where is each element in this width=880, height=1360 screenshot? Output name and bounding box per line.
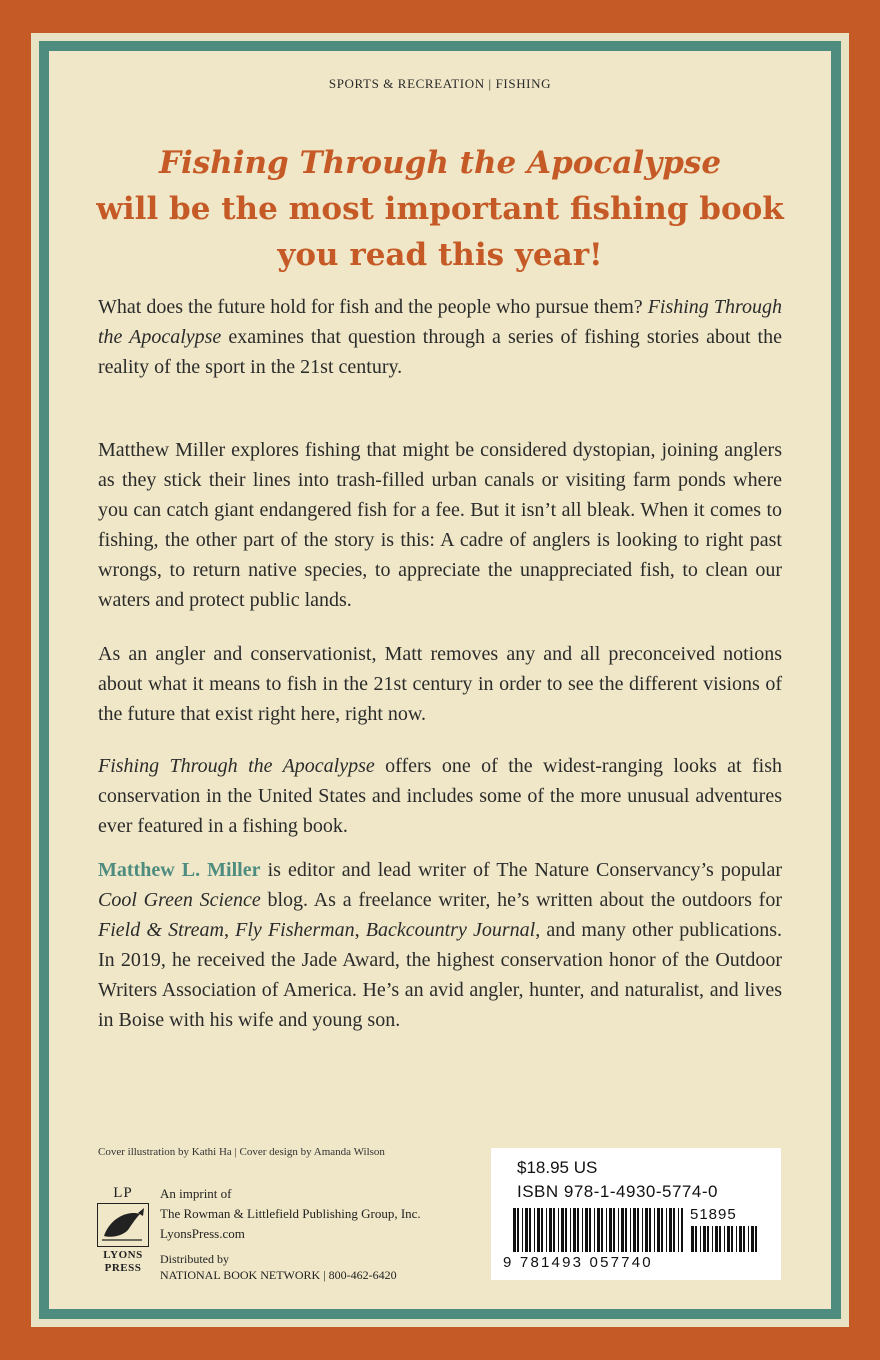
barcode-bar xyxy=(565,1208,567,1252)
paragraph-4-rest: offers one of the widest-ranging looks at fish conservation in the United States and includes some of the more unusual adventures ever featured in a fishing book. xyxy=(98,755,782,837)
barcode-bar xyxy=(673,1208,675,1252)
barcode-bar xyxy=(724,1226,725,1252)
headline-line-3: you read this year! xyxy=(277,237,603,273)
barcode-bar xyxy=(577,1208,579,1252)
barcode-bar xyxy=(669,1208,672,1252)
barcode-bar xyxy=(661,1208,663,1252)
barcode-bar xyxy=(645,1208,648,1252)
barcode-bar xyxy=(522,1208,523,1252)
bio-separator: , xyxy=(354,919,366,941)
barcode-bar xyxy=(621,1208,624,1252)
barcode-bar xyxy=(525,1208,528,1252)
barcode-bar xyxy=(546,1208,547,1252)
imprint-publisher: The Rowman & Littlefield Publishing Group, Inc. xyxy=(160,1206,421,1221)
paragraph-2: Matthew Miller explores fishing that might be considered dystopian, joining anglers as they stick their lines into trash-filled urban canals or visiting farm ponds where you can catch giant endangered fish for a fee. But it isn’t all bleak. When it comes to fishing, the other part of the story is this: A cadre of anglers is looking to right past wrongs, to return native species, to appreciate the unappreciated fish, to clean our waters and protect public lands. xyxy=(98,439,782,611)
barcode-bar xyxy=(681,1208,683,1252)
publication-name: Field & Stream xyxy=(98,919,224,941)
bio-text: , and many other publications. In 2019, he received the Jade Award, the highest conservation honor of the Outdoor Writers Association of America. He’s an avid angler, hunter, and naturalist, and lives in Boise with his wife and young son. xyxy=(98,919,783,1031)
barcode-bar xyxy=(537,1208,540,1252)
barcode-bar xyxy=(678,1208,679,1252)
barcode-bar xyxy=(736,1226,737,1252)
barcode-bar xyxy=(743,1226,745,1252)
barcode-bar xyxy=(649,1208,651,1252)
barcode-bar xyxy=(666,1208,667,1252)
barcode-bar xyxy=(703,1226,706,1252)
barcode-bar xyxy=(570,1208,571,1252)
barcode-bar xyxy=(731,1226,733,1252)
barcode-bar xyxy=(707,1226,709,1252)
category-label: SPORTS & RECREATION | FISHING xyxy=(328,76,552,91)
barcode-bar xyxy=(755,1226,757,1252)
barcode-bar xyxy=(573,1208,576,1252)
imprint-line: An imprint of xyxy=(160,1186,232,1201)
barcode-bar xyxy=(751,1226,754,1252)
barcode-bar xyxy=(606,1208,607,1252)
paragraph-1-intro: What does the future hold for fish and the people who pursue them? xyxy=(98,296,643,318)
book-title: Fishing Through the Apocalypse xyxy=(98,755,375,777)
headline-line-2: will be the most important fishing book xyxy=(96,191,784,227)
publisher-website: LyonsPress.com xyxy=(160,1226,245,1241)
paragraph-4 xyxy=(98,751,782,841)
barcode-bar xyxy=(727,1226,730,1252)
blog-name: Cool Green Science xyxy=(98,889,261,911)
distribution-info xyxy=(160,1251,397,1283)
barcode-bar xyxy=(517,1208,519,1252)
paragraph-1 xyxy=(98,292,782,382)
price: $18.95 US xyxy=(517,1158,598,1177)
logo-line-2: PRESS xyxy=(104,1262,142,1274)
barcode-bar xyxy=(642,1208,643,1252)
headline-title: Fishing Through the Apocalypse xyxy=(158,145,722,181)
isbn: ISBN 978-1-4930-5774-0 xyxy=(517,1182,718,1201)
ean-number: 9 781493 057740 xyxy=(503,1254,653,1271)
author-name: Matthew L. Miller xyxy=(98,859,261,881)
publication-name: Backcountry Journal xyxy=(365,919,536,941)
addon-number: 51895 xyxy=(690,1206,737,1223)
author-bio xyxy=(98,855,782,1035)
barcode-bar xyxy=(739,1226,742,1252)
cover-credits: Cover illustration by Kathi Ha | Cover design by Amanda Wilson xyxy=(98,1146,385,1158)
imprint-info xyxy=(160,1184,421,1244)
barcode-bar xyxy=(529,1208,531,1252)
barcode-bar xyxy=(630,1208,631,1252)
headline xyxy=(0,140,880,278)
barcode-bar xyxy=(618,1208,619,1252)
barcode-bar xyxy=(589,1208,591,1252)
barcode-bar xyxy=(549,1208,552,1252)
barcode-bar xyxy=(715,1226,718,1252)
barcode-bar xyxy=(719,1226,721,1252)
barcode-bar xyxy=(601,1208,603,1252)
barcode-bar xyxy=(712,1226,713,1252)
bio-text: blog. As a freelance writer, he’s written about the outdoors for xyxy=(260,889,782,911)
barcode-bar xyxy=(633,1208,636,1252)
logo-line-1: LYONS xyxy=(103,1249,143,1261)
barcode-bar xyxy=(585,1208,588,1252)
barcode-bar xyxy=(597,1208,600,1252)
barcode-bar xyxy=(691,1226,694,1252)
barcode-bar xyxy=(513,1208,516,1252)
publication-name: Fly Fisherman xyxy=(235,919,355,941)
barcode-bar xyxy=(613,1208,615,1252)
logo-letters: LP xyxy=(113,1185,133,1201)
barcode-bar xyxy=(582,1208,583,1252)
jumping-fish-icon xyxy=(97,1203,149,1247)
barcode-bar xyxy=(700,1226,701,1252)
bio-text: is editor and lead writer of The Nature Conservancy’s popular xyxy=(260,859,782,881)
book-title: Fishing Through the Apocalypse xyxy=(98,296,782,348)
barcode-bar xyxy=(654,1208,655,1252)
lyons-press-logo xyxy=(97,1185,149,1283)
paragraph-1-rest: examines that question through a series of fishing stories about the reality of the sport in the 21st century. xyxy=(98,326,782,378)
distributed-label: Distributed by xyxy=(160,1252,229,1266)
barcode-box xyxy=(491,1148,781,1280)
barcode-bar xyxy=(657,1208,660,1252)
barcode-bar xyxy=(553,1208,555,1252)
barcode-bar xyxy=(534,1208,535,1252)
barcode-bar xyxy=(558,1208,559,1252)
barcode-bar xyxy=(561,1208,564,1252)
barcode-bar xyxy=(541,1208,543,1252)
barcode-bar xyxy=(637,1208,639,1252)
barcode-bar xyxy=(625,1208,627,1252)
barcode-bar xyxy=(594,1208,595,1252)
barcode-bar xyxy=(609,1208,612,1252)
paragraph-3: As an angler and conservationist, Matt removes any and all preconceived notions about what it means to fish in the 21st century in order to see the different visions of the future that exist right here, right now. xyxy=(98,643,782,725)
logo-wordmark xyxy=(97,1249,149,1275)
barcode-bar xyxy=(748,1226,749,1252)
bio-separator: , xyxy=(224,919,236,941)
barcode-bar xyxy=(695,1226,697,1252)
distributor: NATIONAL BOOK NETWORK | 800-462-6420 xyxy=(160,1268,397,1282)
